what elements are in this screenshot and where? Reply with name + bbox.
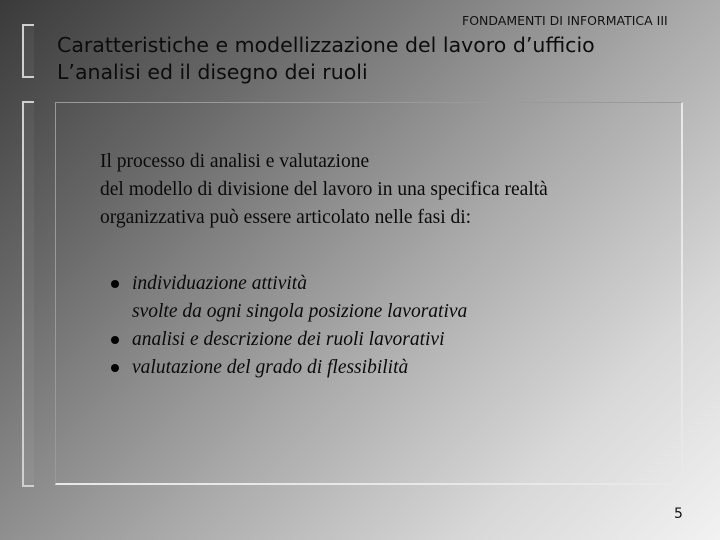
course-header: FONDAMENTI DI INFORMATICA III	[462, 13, 668, 28]
intro-line: del modello di divisione del lavoro in una specifica realtà	[100, 179, 548, 200]
list-item-line: valutazione del grado di flessibilità	[132, 357, 409, 378]
slide-title	[57, 32, 595, 86]
list-item	[108, 326, 467, 354]
list-item	[108, 354, 467, 382]
intro-paragraph	[100, 148, 548, 232]
bullet-icon	[111, 280, 119, 288]
slide-title-line-2: L’analisi ed il disegno dei ruoli	[57, 60, 368, 84]
list-item-line: svolte da ogni singola posizione lavorativa	[132, 301, 468, 322]
title-bracket-decoration	[22, 24, 34, 78]
list-item	[108, 270, 467, 326]
list-item-line: individuazione attività	[132, 273, 307, 294]
intro-line: organizzativa può essere articolato nelle fasi di:	[100, 207, 472, 228]
content-bracket-decoration	[22, 101, 34, 487]
bullet-icon	[111, 336, 119, 344]
page-number: 5	[674, 506, 683, 522]
bullet-icon	[111, 364, 119, 372]
intro-line: Il processo di analisi e valutazione	[100, 151, 370, 172]
slide-title-line-1: Caratteristiche e modellizzazione del lavoro d’ufficio	[57, 33, 595, 57]
list-item-line: analisi e descrizione dei ruoli lavorativi	[132, 329, 445, 350]
phase-list	[108, 270, 467, 382]
